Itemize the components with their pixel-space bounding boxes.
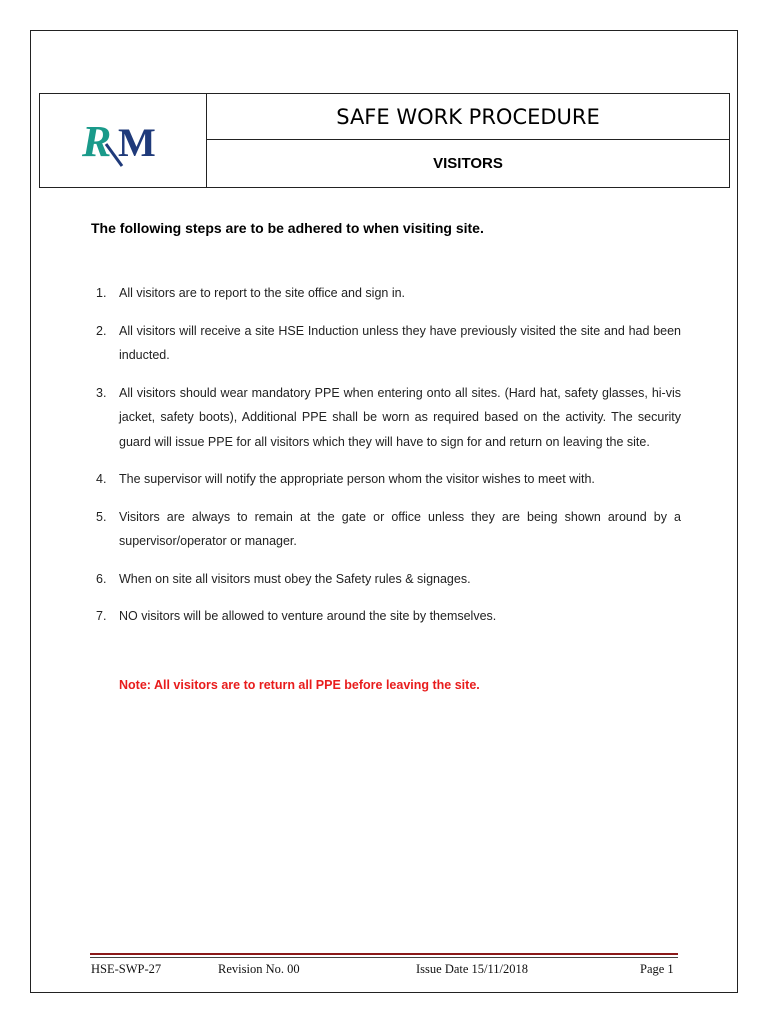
list-item [91, 381, 681, 455]
footer-doc-code: HSE-SWP-27 [91, 962, 162, 976]
list-item [91, 467, 681, 492]
list-item [91, 604, 681, 629]
step-number: 1. [96, 286, 107, 300]
document-title: SAFE WORK PROCEDURE [207, 94, 729, 140]
steps-list [91, 281, 681, 642]
list-item [91, 505, 681, 554]
step-text: The supervisor will notify the appropriate person whom the visitor wishes to meet with. [119, 472, 595, 486]
footer-page: Page 1 [640, 962, 674, 976]
step-number: 6. [96, 571, 107, 586]
step-text: All visitors will receive a site HSE Induction unless they have previously visited the site and had been inducted. [119, 323, 681, 362]
step-number: 5. [96, 509, 107, 524]
step-text: NO visitors will be allowed to venture around the site by themselves. [119, 609, 497, 623]
list-item [91, 567, 681, 592]
step-text: All visitors are to report to the site office and sign in. [119, 286, 406, 300]
logo-cell [40, 94, 207, 187]
step-number: 4. [96, 472, 107, 486]
step-text: When on site all visitors must obey the Safety rules & signages. [119, 571, 471, 586]
step-number: 2. [96, 323, 107, 338]
title-column [207, 94, 729, 187]
list-item [91, 281, 681, 306]
intro-text: The following steps are to be adhered to when visiting site. [91, 220, 484, 236]
step-text: Visitors are always to remain at the gate or office unless they are being shown around by a supervisor/operator or manager. [119, 509, 681, 548]
svg-text:R: R [82, 117, 112, 166]
step-number: 3. [96, 385, 107, 400]
footer-rule [90, 953, 678, 958]
document-subtitle: VISITORS [433, 155, 503, 172]
list-item [91, 319, 681, 368]
company-logo [80, 116, 170, 168]
step-text: All visitors should wear mandatory PPE when entering onto all sites. (Hard hat, safety glasses, hi-vis jacket, safety boots), Additional PPE shall be worn as required based on the activity. The security guard will issue PPE for all visitors which they will have to sign for and return on leaving the site. [119, 385, 681, 449]
step-number: 7. [96, 609, 107, 623]
document-header [39, 93, 730, 188]
footer-revision: Revision No. 00 [218, 962, 300, 976]
footer-issue-date: Issue Date 15/11/2018 [416, 962, 529, 976]
svg-text:M: M [118, 120, 156, 165]
note-text: Note: All visitors are to return all PPE before leaving the site. [119, 678, 480, 692]
